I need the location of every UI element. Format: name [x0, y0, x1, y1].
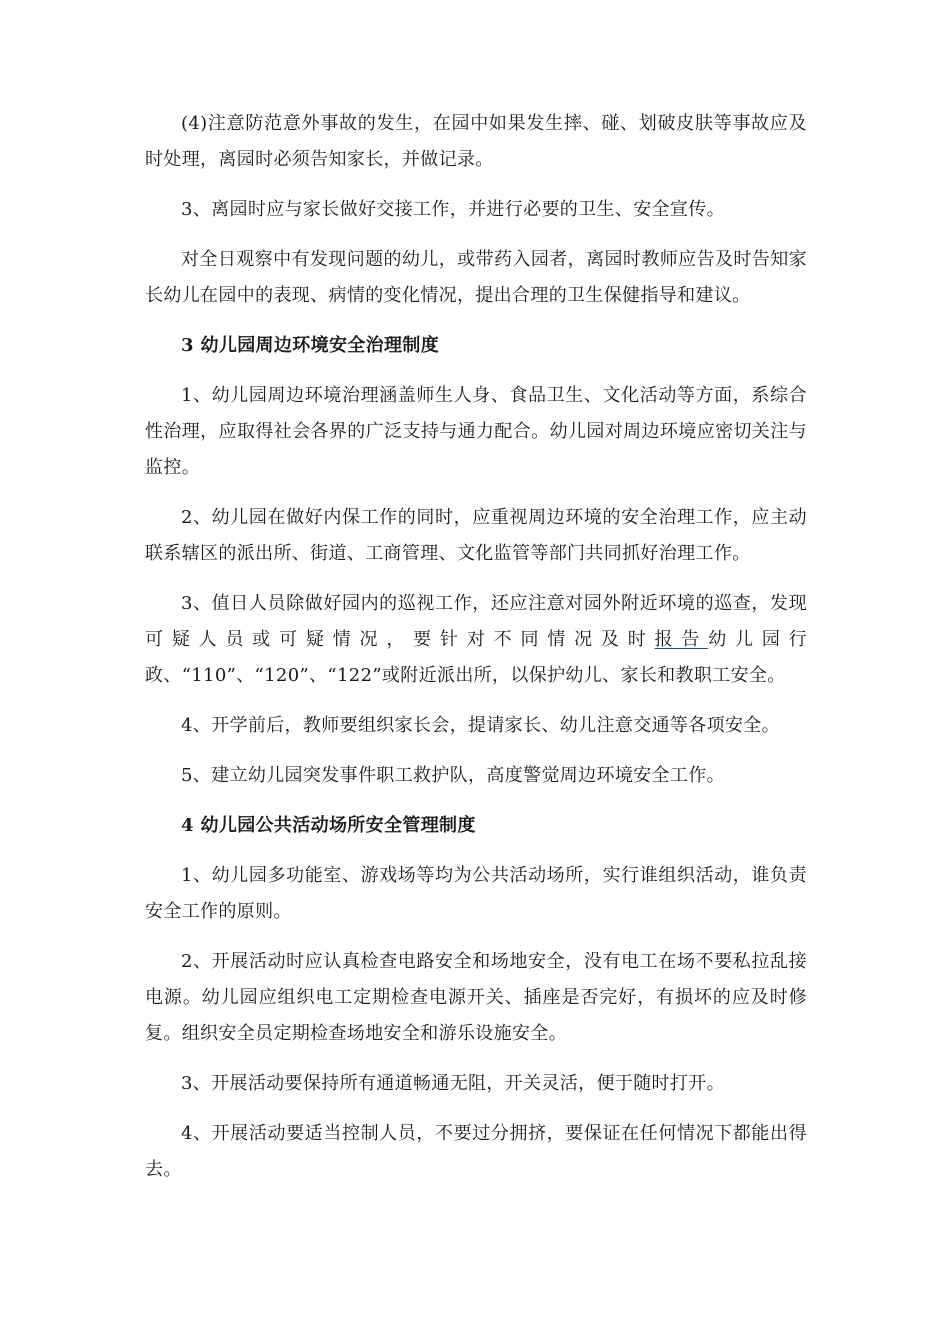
paragraph-accident-prevention: (4)注意防范意外事故的发生，在园中如果发生摔、碰、划破皮肤等事故应及时处理，离园时必须告知家长，并做记录。 — [145, 113, 807, 170]
paragraph-surroundings-4: 4、开学前后，教师要组织家长会，提请家长、幼儿注意交通等各项安全。 — [181, 715, 780, 736]
paragraph-surroundings-1: 1、幼儿园周边环境治理涵盖师生人身、食品卫生、文化活动等方面，系综合性治理，应取得社会各界的广泛支持与通力配合。幼儿园对周边环境应密切关注与监控。 — [145, 385, 807, 478]
paragraph-surroundings-3 — [145, 586, 807, 694]
paragraph-public-areas-2: 2、开展活动时应认真检查电路安全和场地安全，没有电工在场不要私拉乱接电源。幼儿园应组织电工定期检查电源开关、插座是否完好，有损坏的应及时修复。组织安全员定期检查场地安全和游乐设施安全。 — [145, 951, 807, 1044]
paragraph-public-areas-3: 3、开展活动要保持所有通道畅通无阻，开关灵活，便于随时打开。 — [181, 1073, 725, 1094]
paragraph-text: 幼儿园行政、“110”、“120”、“122”或附近派出所，以保护幼儿、家长和教职工安全。 — [145, 629, 807, 686]
paragraph-handover: 3、离园时应与家长做好交接工作，并进行必要的卫生、安全宣传。 — [181, 199, 725, 220]
paragraph-surroundings-2: 2、幼儿园在做好内保工作的同时，应重视周边环境的安全治理工作，应主动联系辖区的派出所、街道、工商管理、文化监管等部门共同抓好治理工作。 — [145, 507, 807, 564]
paragraph-public-areas-1: 1、幼儿园多功能室、游戏场等均为公共活动场所，实行谁组织活动，谁负责安全工作的原则。 — [145, 865, 807, 922]
paragraph-surroundings-5: 5、建立幼儿园突发事件职工救护队，高度警觉周边环境安全工作。 — [181, 765, 725, 786]
paragraph-text: 3、值日人员除做好园内的巡视工作，还应注意对园外附近环境的巡查，发现可疑人员或可疑情况，要针对不同情况及时 — [145, 593, 807, 650]
section-heading-surroundings: 3 幼儿园周边环境安全治理制度 — [181, 335, 440, 356]
report-link[interactable]: 报告 — [654, 629, 709, 650]
paragraph-observation: 对全日观察中有发现问题的幼儿，或带药入园者，离园时教师应告及时告知家长幼儿在园中的表现、病情的变化情况，提出合理的卫生保健指导和建议。 — [145, 249, 807, 306]
paragraph-public-areas-4: 4、开展活动要适当控制人员，不要过分拥挤，要保证在任何情况下都能出得去。 — [145, 1123, 807, 1180]
document-page — [145, 106, 807, 1202]
section-heading-public-areas: 4 幼儿园公共活动场所安全管理制度 — [181, 815, 476, 836]
